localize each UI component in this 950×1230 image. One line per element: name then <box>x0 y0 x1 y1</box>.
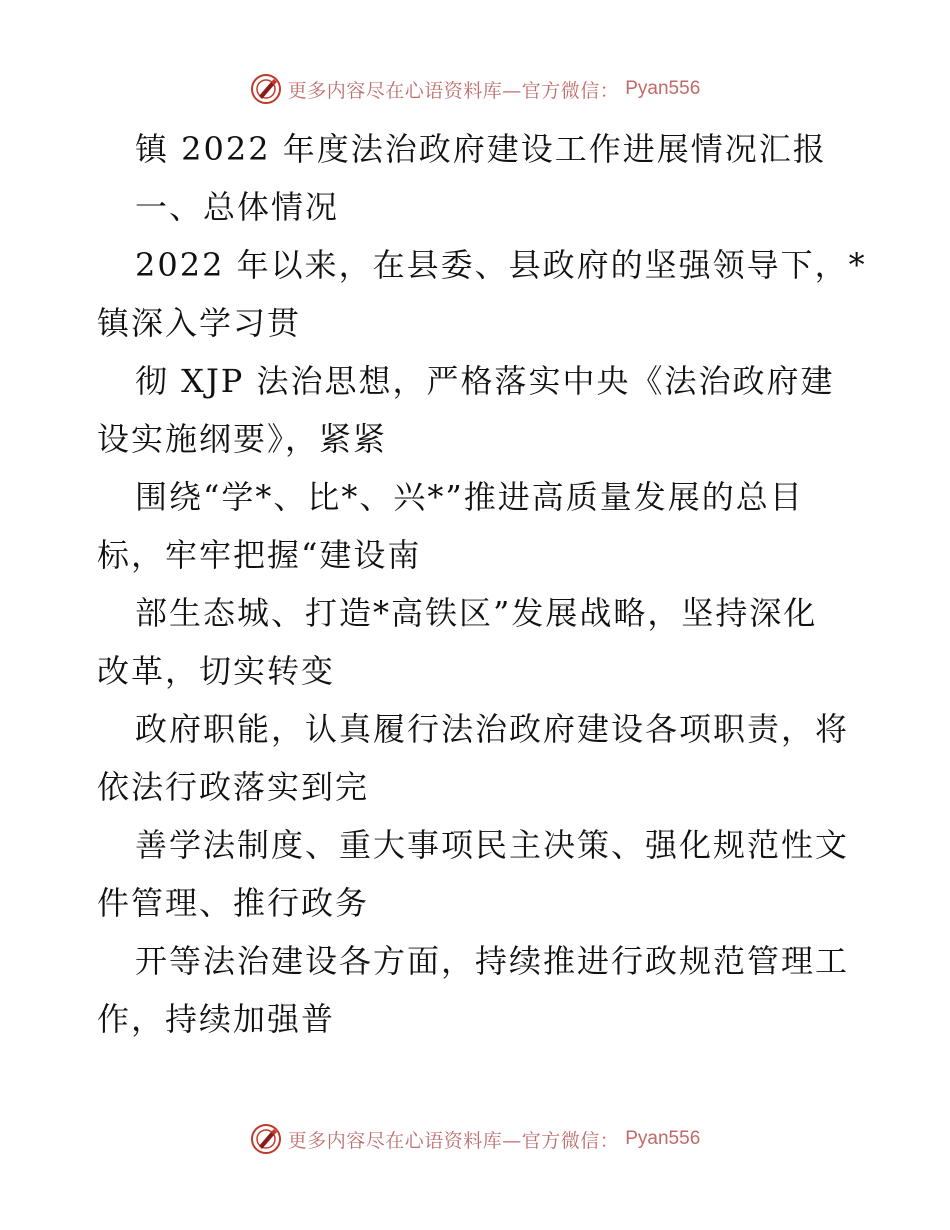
paragraph-line: 件管理、推行政务 <box>97 884 370 922</box>
paragraph-line: 善学法制度、重大事项民主决策、强化规范性文 <box>135 826 850 864</box>
watermark-text: 更多内容尽在心语资料库—官方微信： <box>287 79 620 102</box>
watermark-wechat-id: Pyan556 <box>625 78 701 99</box>
watermark-footer <box>0 1123 950 1155</box>
pen-logo-icon <box>250 73 282 105</box>
paragraph-line: 镇深入学习贯 <box>97 304 302 342</box>
paragraph-line: 开等法治建设各方面，持续推进行政规范管理工 <box>135 942 850 980</box>
paragraph-line: 设实施纲要》，紧紧 <box>97 420 388 458</box>
watermark-header <box>0 73 950 105</box>
document-body <box>97 120 867 1048</box>
paragraph-line: 围绕“学*、比*、兴*”推进高质量发展的总目 <box>135 478 804 516</box>
paragraph-line: 2022 年以来，在县委、县政府的坚强领导下，* <box>135 246 867 284</box>
paragraph-line: 政府职能，认真履行法治政府建设各项职责，将 <box>135 710 850 748</box>
watermark-wechat-id: Pyan556 <box>625 1128 701 1149</box>
watermark-text: 更多内容尽在心语资料库—官方微信： <box>287 1129 620 1152</box>
paragraph-line: 改革，切实转变 <box>97 652 336 690</box>
paragraph-line: 依法行政落实到完 <box>97 768 370 806</box>
section-heading: 一、总体情况 <box>135 188 340 226</box>
paragraph-line: 作，持续加强普 <box>97 1000 336 1038</box>
paragraph-line: 标，牢牢把握“建设南 <box>97 536 422 574</box>
document-title: 镇 2022 年度法治政府建设工作进展情况汇报 <box>135 130 827 168</box>
pen-logo-icon <box>250 1123 282 1155</box>
paragraph-line: 部生态城、打造*高铁区”发展战略，坚持深化 <box>135 594 818 632</box>
paragraph-line: 彻 XJP 法治思想，严格落实中央《法治政府建 <box>135 362 835 400</box>
